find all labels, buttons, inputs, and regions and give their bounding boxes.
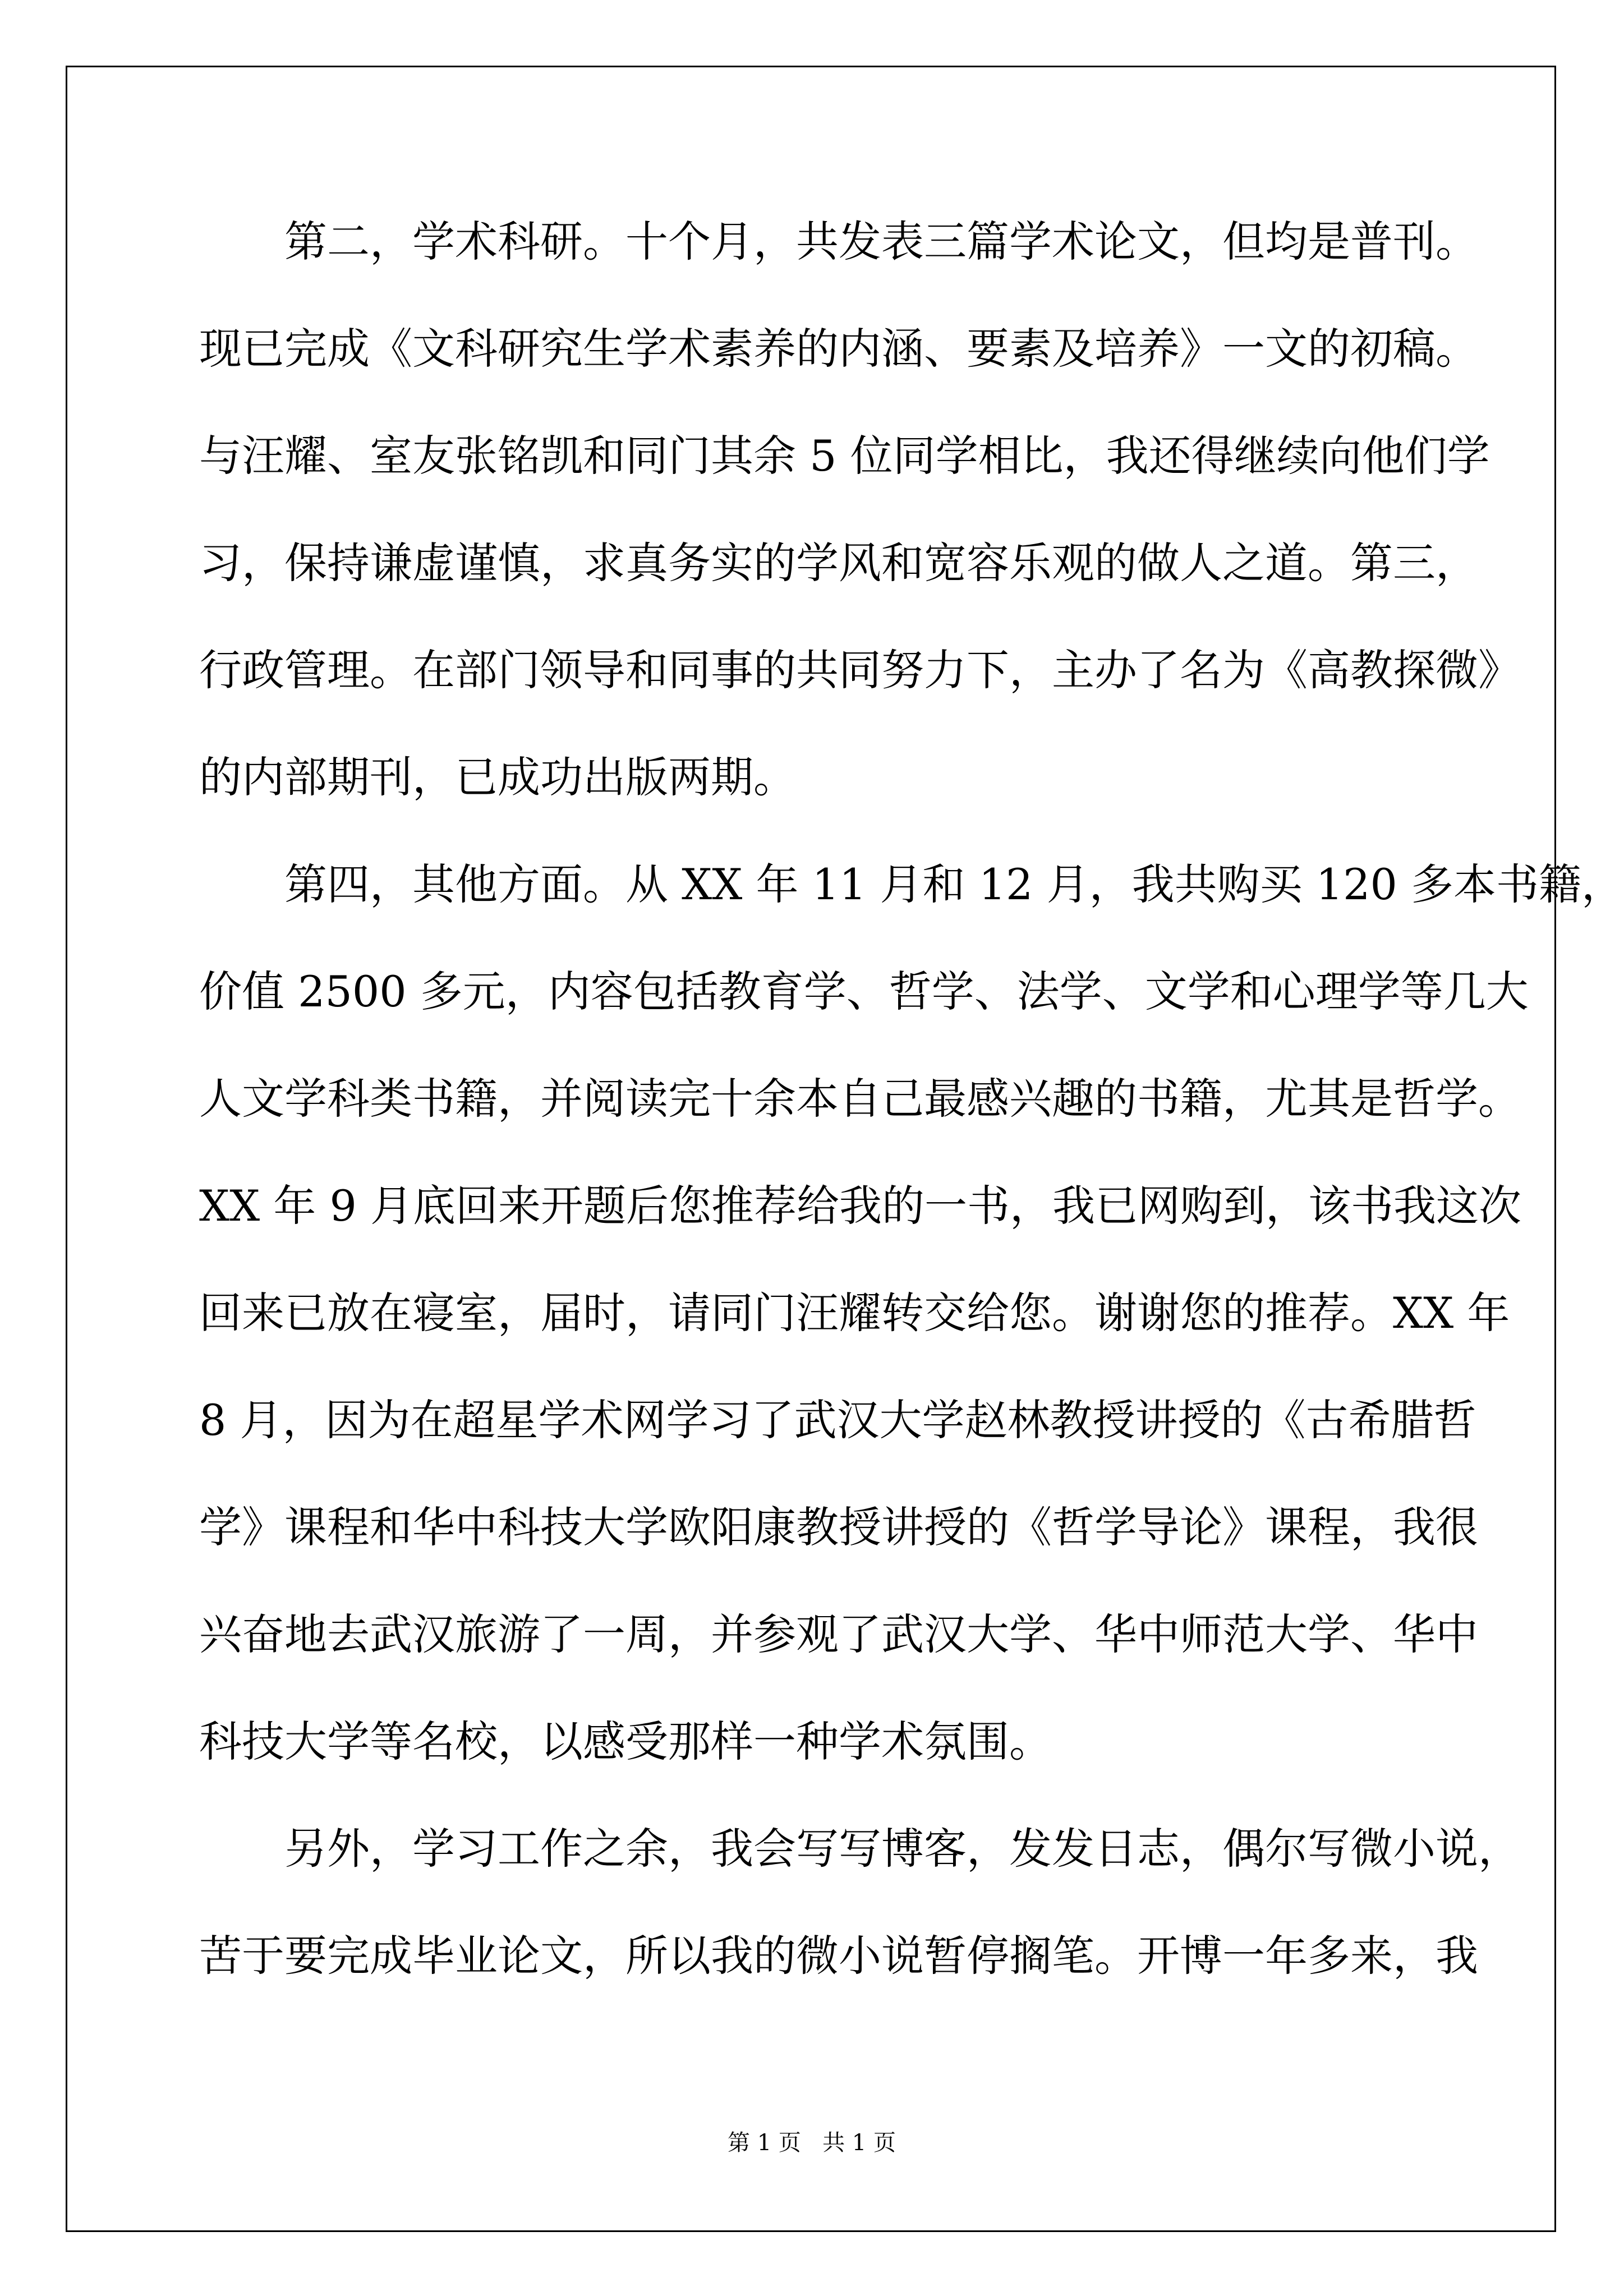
paragraph-line: 科技大学等名校，以感受那样一种学术氛围。 <box>199 1717 1052 1766</box>
paragraph-line: 另外，学习工作之余，我会写写博客，发发日志，偶尔写微小说， <box>284 1824 1521 1874</box>
paragraph-line: 8 月，因为在超星学术网学习了武汉大学赵林教授讲授的《古希腊哲 <box>199 1395 1476 1445</box>
paragraph-line: 价值 2500 多元，内容包括教育学、哲学、法学、文学和心理学等几大 <box>199 967 1529 1016</box>
paragraph-line: 苦于要完成毕业论文，所以我的微小说暂停搁笔。开博一年多来，我 <box>199 1931 1478 1981</box>
paragraph-line: 行政管理。在部门领导和同事的共同努力下，主办了名为《高教探微》 <box>199 645 1521 695</box>
paragraph-line: 回来已放在寝室，届时，请同门汪耀转交给您。谢谢您的推荐。XX 年 <box>199 1288 1510 1338</box>
page-number-footer: 第 1 页 共 1 页 <box>728 2130 896 2156</box>
paragraph-line: 习，保持谦虚谨慎，求真务实的学风和宽容乐观的做人之道。第三， <box>199 538 1478 588</box>
paragraph-line: 人文学科类书籍，并阅读完十余本自己最感兴趣的书籍，尤其是哲学。 <box>199 1074 1521 1124</box>
paragraph-line: 第二，学术科研。十个月，共发表三篇学术论文，但均是普刊。 <box>284 217 1478 266</box>
paragraph-line: XX 年 9 月底回来开题后您推荐给我的一书，我已网购到，该书我这次 <box>199 1181 1522 1231</box>
paragraph-line: 的内部期刊，已成功出版两期。 <box>199 752 796 802</box>
document-body <box>199 188 1624 2009</box>
paragraph-line: 现已完成《文科研究生学术素养的内涵、要素及培养》一文的初稿。 <box>199 324 1478 374</box>
paragraph-line: 第四，其他方面。从 XX 年 11 月和 12 月，我共购买 120 多本书籍， <box>284 859 1624 909</box>
paragraph-line: 学》课程和华中科技大学欧阳康教授讲授的《哲学导论》课程，我很 <box>199 1502 1478 1552</box>
paragraph-line: 兴奋地去武汉旅游了一周，并参观了武汉大学、华中师范大学、华中 <box>199 1609 1478 1659</box>
paragraph-line: 与汪耀、室友张铭凯和同门其余 5 位同学相比，我还得继续向他们学 <box>199 431 1490 481</box>
